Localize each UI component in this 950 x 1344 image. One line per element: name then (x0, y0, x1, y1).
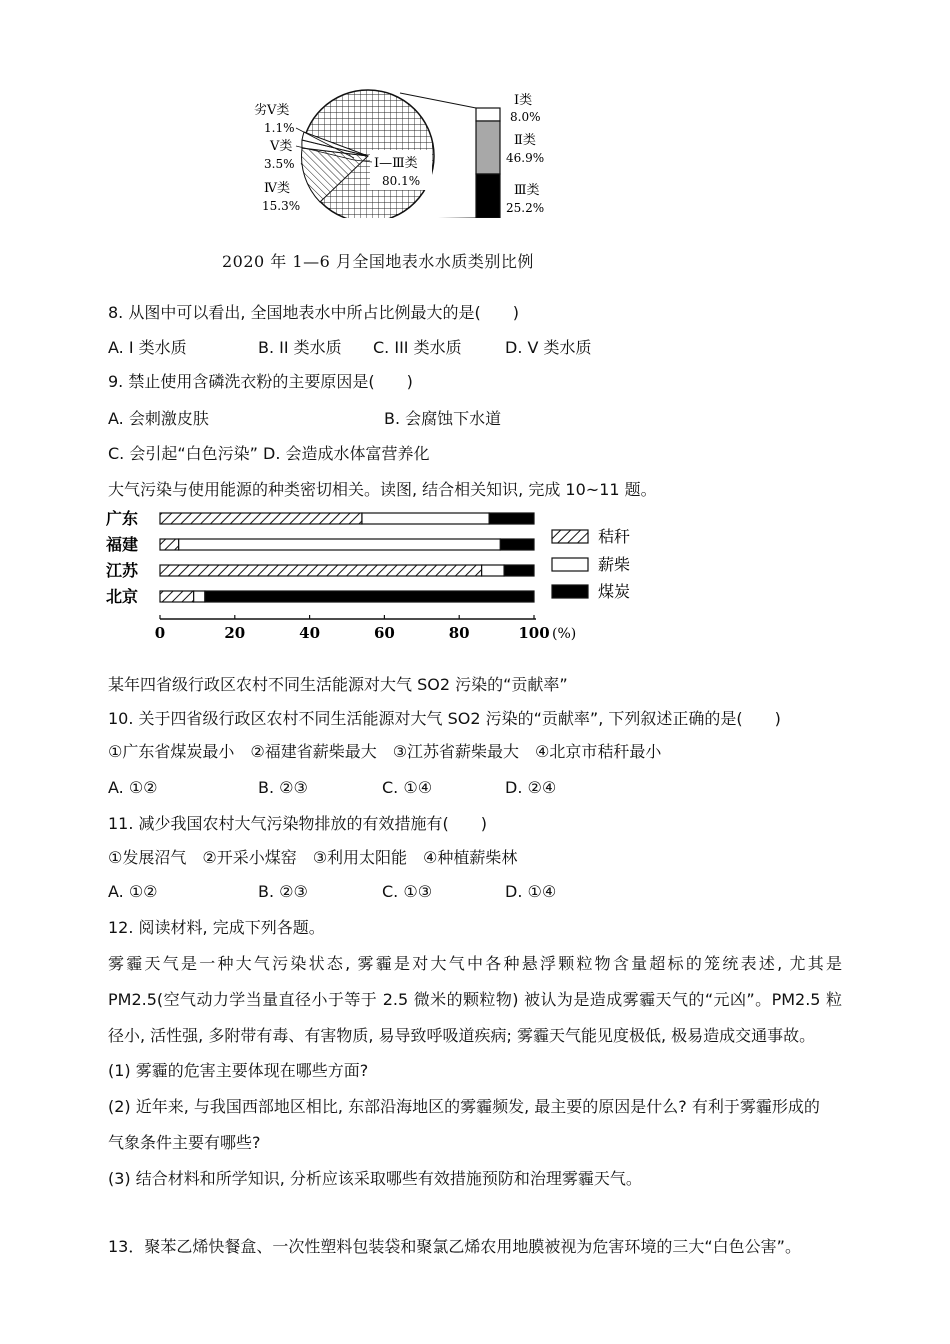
x-axis-unit: (%) (552, 626, 577, 642)
category-label-0: 广东 (106, 509, 139, 528)
legend-swatch-coal (552, 585, 588, 598)
pie-value-i-iii: 80.1% (382, 174, 421, 188)
pie-value-v: 3.5% (264, 157, 295, 171)
legend-label-firewood: 薪柴 (598, 555, 631, 574)
bar-firewood-2 (482, 565, 504, 576)
q10-option-b[interactable]: B. ②③ (258, 778, 308, 797)
breakdown-bar-iii (476, 174, 500, 218)
x-tick-label-1: 20 (224, 624, 246, 642)
q11-option-a[interactable]: A. ①② (108, 882, 158, 901)
category-label-2: 江苏 (106, 561, 139, 580)
bar-firewood-3 (194, 591, 205, 602)
pie-value-inferior-v: 1.1% (264, 121, 295, 135)
bar-coal-1 (500, 539, 534, 550)
bar-straw-1 (160, 539, 179, 550)
legend-swatch-firewood (552, 558, 588, 571)
bar-straw-3 (160, 591, 194, 602)
intro-10-11: 大气污染与使用能源的种类密切相关。读图, 结合相关知识, 完成 10~11 题。 (108, 480, 657, 499)
q12-sub-question-3: (3) 结合材料和所学知识, 分析应该采取哪些有效措施预防和治理雾霾天气。 (108, 1169, 642, 1188)
pie-value-iv: 15.3% (262, 199, 301, 213)
q12-material-line-1: 雾霾天气是一种大气污染状态, 雾霾是对大气中各种悬浮颗粒物含量超标的笼统表述, 尤其是 (108, 954, 842, 973)
bar-straw-0 (160, 513, 362, 524)
q12-sub-question-1: (1) 雾霾的危害主要体现在哪些方面? (108, 1061, 369, 1080)
q9-option-a[interactable]: A. 会刺激皮肤 (108, 409, 209, 428)
bar-straw-2 (160, 565, 482, 576)
q10-option-a[interactable]: A. ①② (108, 778, 158, 797)
q8-option-b[interactable]: B. II 类水质 (258, 338, 342, 357)
bar-coal-2 (504, 565, 534, 576)
q8-option-c[interactable]: C. III 类水质 (373, 338, 462, 357)
x-tick-label-4: 80 (448, 624, 470, 642)
q12-sub-question-2-line-1: (2) 近年来, 与我国西部地区相比, 东部沿海地区的雾霾频发, 最主要的原因是什么? 有利于雾霾形成的 (108, 1097, 820, 1116)
question-9: 9. 禁止使用含磷洗衣粉的主要原因是( ) (108, 372, 413, 391)
breakdown-bar-i (476, 108, 500, 121)
breakdown-value-ii: 46.9% (506, 151, 545, 165)
question-13: 13．聚苯乙烯快餐盒、一次性塑料包装袋和聚氯乙烯农用地膜被视为危害环境的三大“白色公害”。 (108, 1237, 801, 1256)
pie-label-iv: Ⅳ类 (264, 181, 290, 196)
breakdown-value-iii: 25.2% (506, 201, 545, 215)
pie-label-i-iii: Ⅰ—Ⅲ类 (374, 156, 418, 171)
bar-chart-caption: 某年四省级行政区农村不同生活能源对大气 SO2 污染的“贡献率” (108, 675, 568, 694)
q8-option-d[interactable]: D. V 类水质 (505, 338, 592, 357)
question-9-options-row2[interactable]: C. 会引起“白色污染” D. 会造成水体富营养化 (108, 444, 430, 463)
breakdown-label-i: Ⅰ类 (514, 93, 533, 108)
q9-option-b[interactable]: B. 会腐蚀下水道 (384, 409, 502, 428)
legend-swatch-straw (552, 530, 588, 543)
question-10: 10. 关于四省级行政区农村不同生活能源对大气 SO2 污染的“贡献率”, 下列叙述正确的是( ) (108, 709, 781, 728)
q12-material-line-2: PM2.5(空气动力学当量直径小于等于 2.5 微米的颗粒物) 被认为是造成雾霾天气的“元凶”。PM2.5 粒 (108, 990, 842, 1009)
legend-label-straw: 秸秆 (598, 527, 631, 546)
q12-sub-question-2-line-2: 气象条件主要有哪些? (108, 1133, 261, 1152)
pie-label-v: Ⅴ类 (270, 139, 293, 154)
q10-option-c[interactable]: C. ①④ (382, 778, 433, 797)
breakdown-label-iii: Ⅲ类 (514, 183, 540, 198)
question-10-statements: ①广东省煤炭最小 ②福建省薪柴最大 ③江苏省薪柴最大 ④北京市秸秆最小 (108, 742, 662, 761)
q12-material-line-3: 径小, 活性强, 多附带有毒、有害物质, 易导致呼吸道疾病; 雾霾天气能见度极低, 极易造成交通事故。 (108, 1026, 816, 1045)
q11-option-c[interactable]: C. ①③ (382, 882, 433, 901)
x-tick-label-5: 100 (518, 624, 550, 642)
breakdown-value-i: 8.0% (510, 110, 541, 124)
q11-option-d[interactable]: D. ①④ (505, 882, 557, 901)
q8-option-a[interactable]: A. I 类水质 (108, 338, 187, 357)
bar-coal-3 (205, 591, 534, 602)
water-quality-pie-figure (240, 88, 560, 218)
question-11-statements: ①发展沼气 ②开采小煤窑 ③利用太阳能 ④种植薪柴林 (108, 848, 518, 867)
category-label-1: 福建 (106, 535, 139, 554)
question-8: 8. 从图中可以看出, 全国地表水中所占比例最大的是( ) (108, 303, 520, 322)
q11-option-b[interactable]: B. ②③ (258, 882, 308, 901)
pie-chart-title: 2020 年 1—6 月全国地表水水质类别比例 (222, 252, 534, 271)
legend-label-coal: 煤炭 (598, 582, 631, 601)
question-12: 12. 阅读材料, 完成下列各题。 (108, 918, 325, 937)
q10-option-d[interactable]: D. ②④ (505, 778, 557, 797)
x-tick-label-0: 0 (154, 624, 166, 642)
x-tick-label-3: 60 (373, 624, 395, 642)
breakdown-label-ii: Ⅱ类 (514, 133, 536, 148)
breakdown-bar-ii (476, 121, 500, 174)
x-tick-label-2: 40 (299, 624, 321, 642)
pie-label-inferior-v: 劣Ⅴ类 (254, 103, 290, 118)
bar-firewood-0 (362, 513, 489, 524)
question-11: 11. 减少我国农村大气污染物排放的有效措施有( ) (108, 814, 488, 833)
bar-coal-0 (489, 513, 534, 524)
bar-firewood-1 (179, 539, 501, 550)
category-label-3: 北京 (106, 587, 139, 606)
so2-contribution-bar-chart (100, 505, 660, 647)
